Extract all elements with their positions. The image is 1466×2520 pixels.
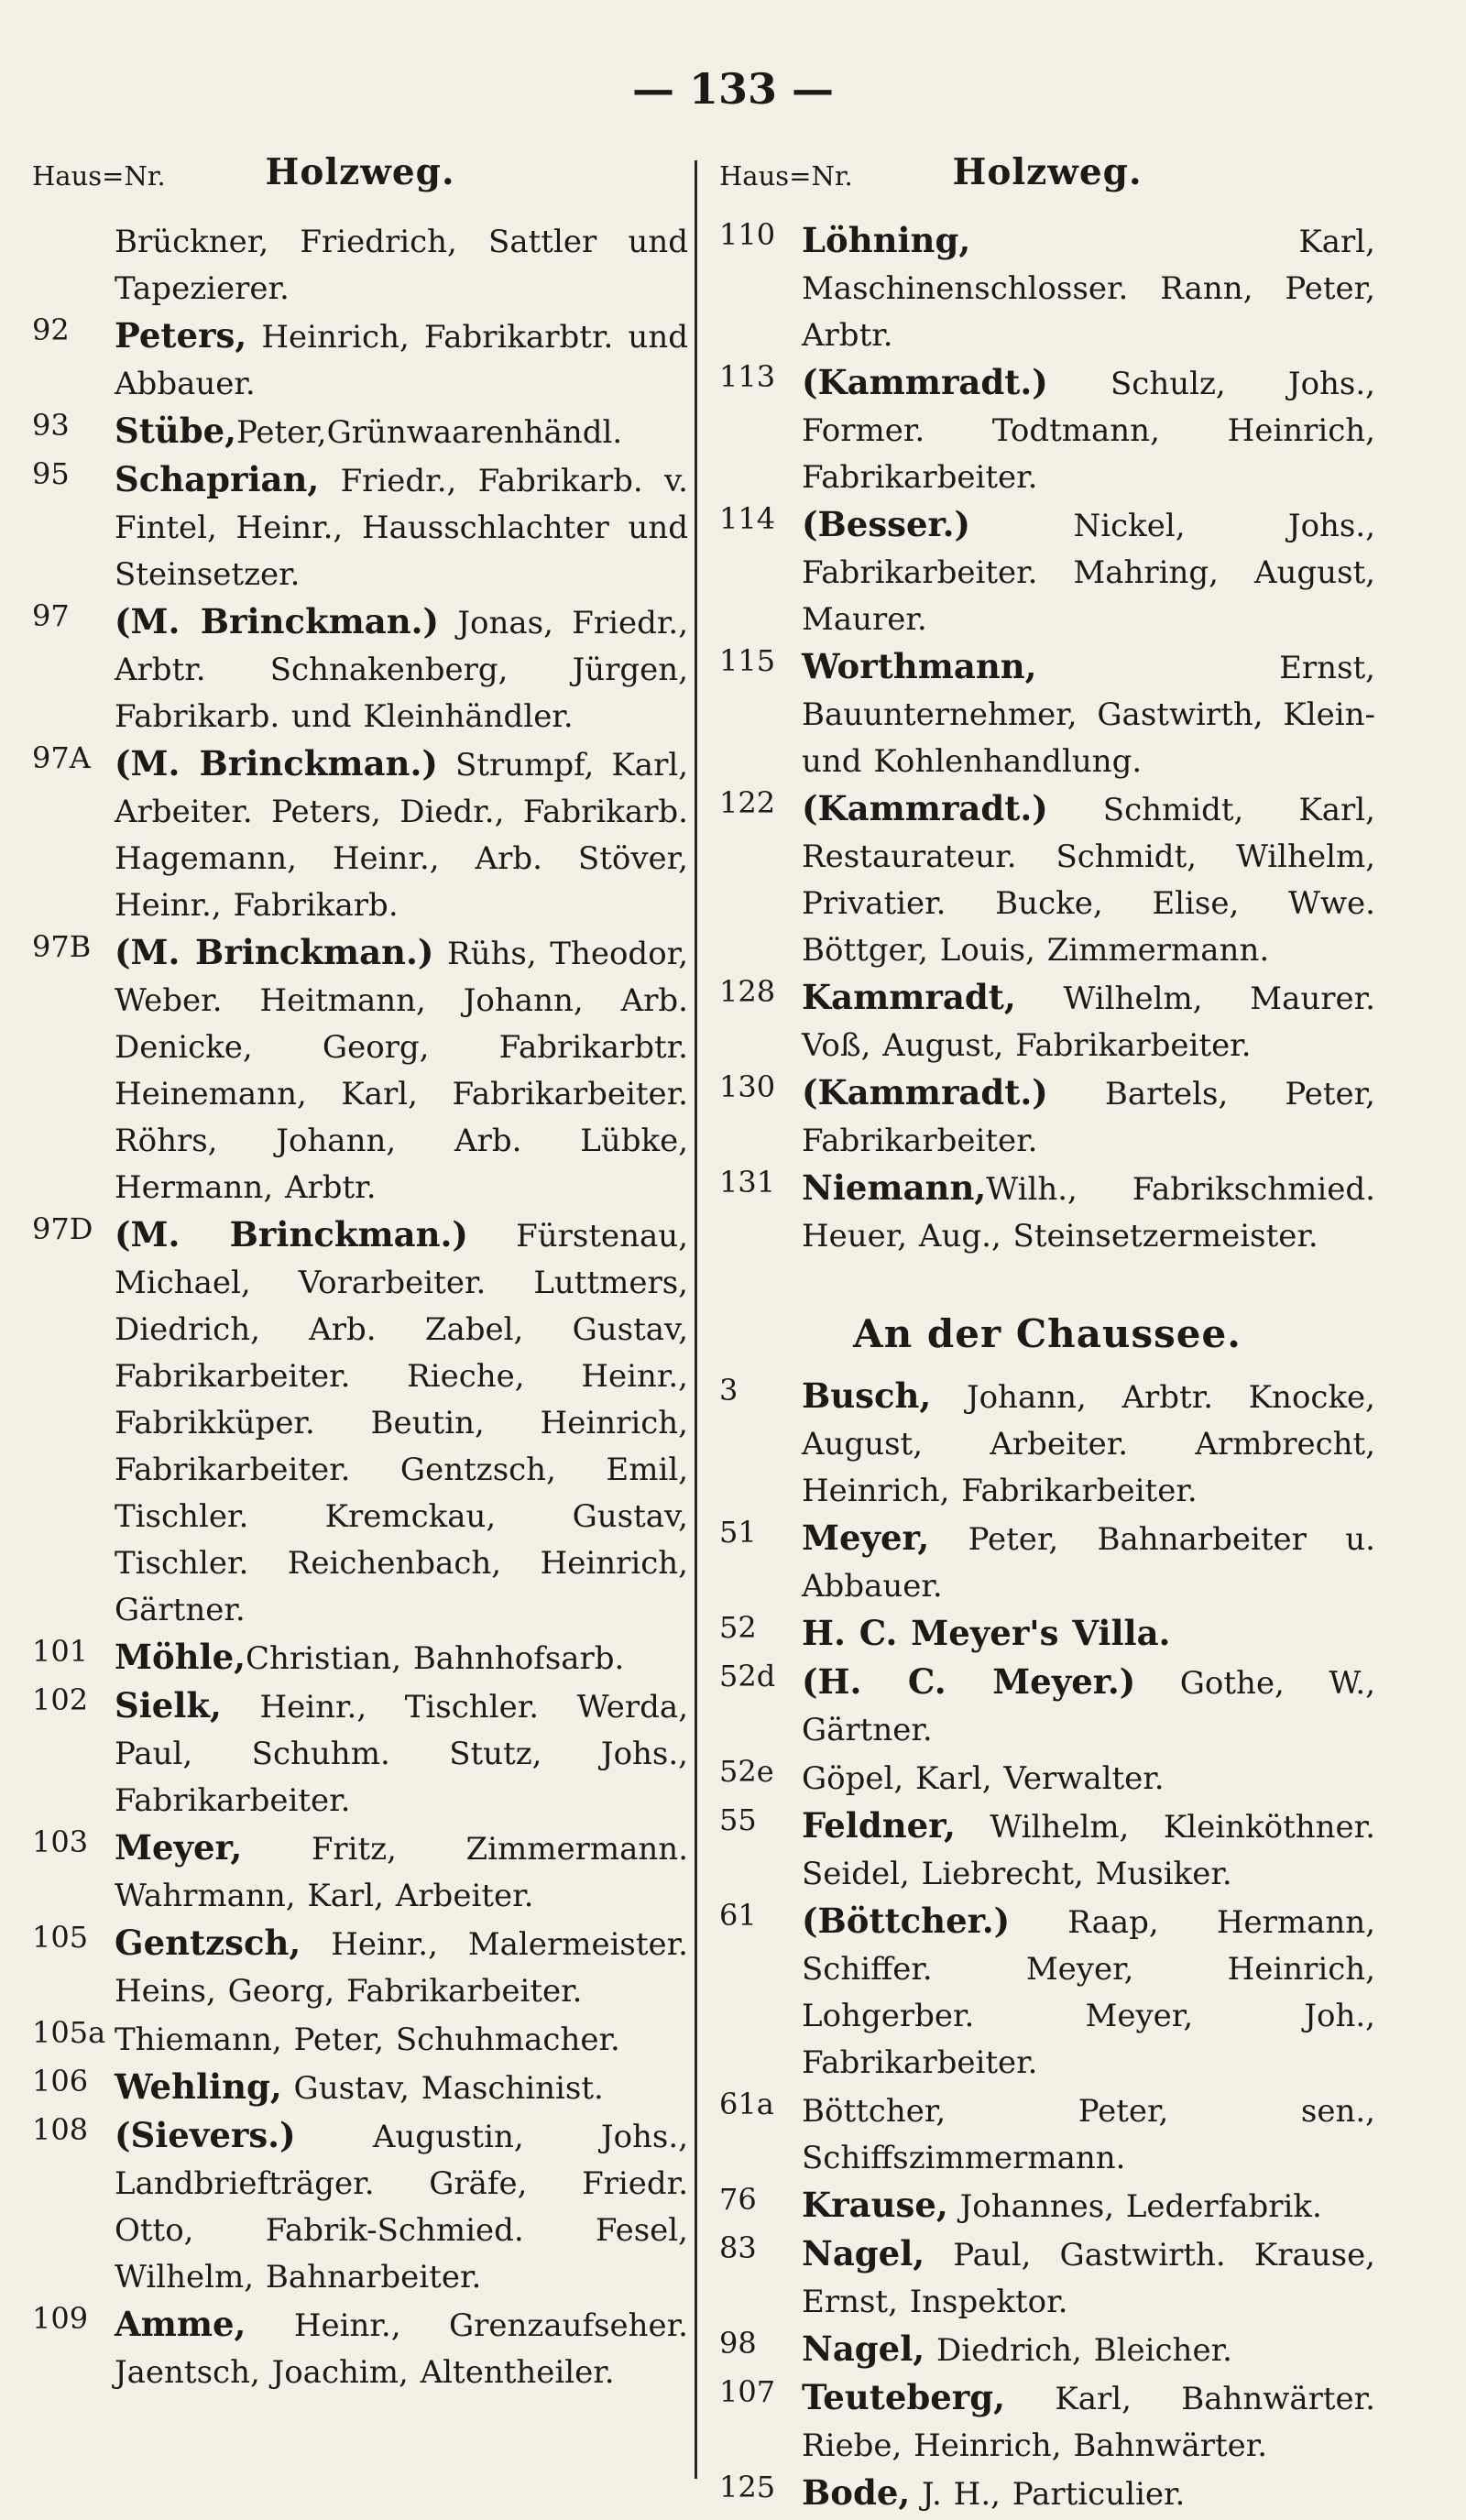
entry-text <box>802 785 1375 974</box>
section-title: An der Chaussee. <box>853 1311 1242 1356</box>
entry-text <box>802 501 1375 643</box>
entry-text <box>802 1069 1375 1165</box>
house-number: 128 <box>719 974 776 1009</box>
entry-text <box>802 2087 1375 2182</box>
residents: Strumpf, Karl, Arbeiter. Peters, Diedr., Fabrikarb. Hagemann, Heinr., Arb. Stöver, Heinr., Fabrikarb. <box>115 747 689 924</box>
directory-entry <box>719 1802 1375 1898</box>
owner-name: Sielk, <box>115 1685 222 1726</box>
owner-name: Worthmann, <box>802 646 1037 686</box>
entry-text <box>115 1211 688 1634</box>
residents: Schmidt, Karl, Restaurateur. Schmidt, Wilhelm, Privatier. Bucke, Elise, Wwe. Böttger, Louis, Zimmermann. <box>802 792 1375 969</box>
hausnr-label: Haus=Nr. <box>719 160 853 192</box>
house-number: 108 <box>32 2112 89 2147</box>
directory-entry <box>32 740 688 929</box>
owner-name: Möhle, <box>115 1637 246 1677</box>
residents: Karl, Maschinenschlosser. Rann, Peter, Arbtr. <box>802 224 1375 354</box>
owner-name: (M. Brinckman.) <box>115 1214 468 1255</box>
owner-name: Wehling, <box>115 2066 282 2107</box>
entry-text <box>115 312 688 408</box>
residents: Peter,Grünwaarenhändl. <box>236 414 623 451</box>
directory-entry <box>32 2112 688 2301</box>
entry-text <box>802 1165 1375 1260</box>
owner-name: Peters, <box>115 315 247 356</box>
residents: Paul, Gastwirth. Krause, Ernst, Inspektor. <box>802 2237 1375 2320</box>
owner-name: Teuteberg, <box>802 2377 1006 2417</box>
directory-entry <box>719 974 1375 1069</box>
street-title: Holzweg. <box>952 151 1143 193</box>
directory-entry <box>32 217 688 312</box>
residents: Heinr., Grenzaufseher. Jaentsch, Joachim, Altentheiler. <box>115 2307 688 2391</box>
owner-name: (M. Brinckman.) <box>115 601 440 641</box>
entry-text <box>802 359 1375 501</box>
house-number: 103 <box>32 1824 89 1859</box>
entry-text <box>115 408 688 456</box>
directory-entry <box>719 2326 1375 2374</box>
entry-text <box>802 2470 1375 2518</box>
owner-name: Kammradt, <box>802 977 1016 1017</box>
entry-text <box>802 217 1375 359</box>
owner-name: Meyer, <box>115 1827 243 1868</box>
left-entries <box>32 217 688 2396</box>
house-number: 102 <box>32 1682 89 1717</box>
entry-text <box>802 2374 1375 2470</box>
directory-entry <box>719 2374 1375 2470</box>
right-entries <box>719 217 1375 1260</box>
residents: Fürstenau, Michael, Vorarbeiter. Luttmers, Diedrich, Arb. Zabel, Gustav, Fabrikarbeiter. Rieche, Heinr., Fabrikküper. Beutin, Heinrich, Fabrikarbeiter. Gentzsch, Emil, Tischler. Kremckau, Gustav, Tischler. Reichenbach, Heinrich, Gärtner. <box>115 1218 688 1628</box>
residents: Gothe, W., Gärtner. <box>802 1665 1376 1748</box>
house-number: 61a <box>719 2087 774 2121</box>
residents: Johann, Arbtr. Knocke, August, Arbeiter. Armbrecht, Heinrich, Fabrikarbeiter. <box>802 1379 1375 1509</box>
entry-text <box>115 740 688 929</box>
entry-text <box>802 1515 1375 1610</box>
residents: Heinr., Malermeister. Heins, Georg, Fabrikarbeiter. <box>115 1926 688 2010</box>
directory-entry <box>719 2230 1375 2326</box>
directory-entry <box>32 312 688 408</box>
owner-name: Krause, <box>802 2185 948 2225</box>
owner-name: Nagel, <box>802 2328 925 2369</box>
owner-name: Niemann, <box>802 1167 987 1208</box>
directory-entry <box>719 1898 1375 2087</box>
directory-entry <box>719 1165 1375 1260</box>
house-number: 131 <box>719 1165 776 1200</box>
directory-entry <box>719 785 1375 974</box>
entry-text <box>115 456 688 598</box>
directory-entry <box>32 1634 688 1682</box>
owner-name: H. C. Meyer's Villa. <box>802 1613 1171 1653</box>
house-number: 110 <box>719 217 776 252</box>
house-number: 92 <box>32 312 70 347</box>
residents: Wilh., Fabrikschmied. Heuer, Aug., Steinsetzermeister. <box>802 1171 1375 1255</box>
house-number: 105a <box>32 2015 106 2050</box>
directory-entry <box>719 359 1375 501</box>
residents: Wilhelm, Maurer. Voß, August, Fabrikarbeiter. <box>802 981 1375 1064</box>
residents: Gustav, Maschinist. <box>281 2070 604 2107</box>
owner-name: (Kammradt.) <box>802 362 1048 402</box>
residents: Göpel, Karl, Verwalter. <box>802 1760 1165 1797</box>
house-number: 107 <box>719 2374 776 2409</box>
residents: Nickel, Johs., Fabrikarbeiter. Mahring, August, Maurer. <box>802 508 1375 638</box>
house-number: 83 <box>719 2230 757 2265</box>
owner-name: Stübe, <box>115 411 237 451</box>
owner-name: Nagel, <box>802 2233 925 2273</box>
left-column-header <box>32 151 688 217</box>
entry-text <box>115 2112 688 2301</box>
residents: Wilhelm, Kleinköthner. Seidel, Liebrecht, Musiker. <box>802 1809 1375 1892</box>
entry-text <box>115 2301 688 2396</box>
entry-text <box>115 2015 688 2064</box>
directory-entry <box>719 217 1375 359</box>
owner-name: Schaprian, <box>115 459 320 499</box>
entry-text <box>802 2230 1375 2326</box>
directory-entry <box>32 408 688 456</box>
street-title: Holzweg. <box>265 151 455 193</box>
residents: Diedrich, Bleicher. <box>924 2332 1232 2369</box>
owner-name: Löhning, <box>802 220 971 260</box>
directory-entry <box>32 929 688 1211</box>
owner-name: Feldner, <box>802 1805 956 1846</box>
house-number: 52e <box>719 1754 774 1789</box>
house-number: 97 <box>32 598 70 633</box>
directory-entry <box>32 598 688 740</box>
entry-text <box>115 929 688 1211</box>
house-number: 113 <box>719 359 776 394</box>
owner-name: (Besser.) <box>802 504 971 544</box>
column-divider <box>695 160 697 2479</box>
residents: Christian, Bahnhofsarb. <box>246 1640 625 1677</box>
house-number: 93 <box>32 408 70 443</box>
house-number: 109 <box>32 2301 89 2336</box>
house-number: 76 <box>719 2182 757 2217</box>
entry-text <box>802 974 1375 1069</box>
entry-text <box>802 1754 1375 1802</box>
house-number: 52 <box>719 1610 757 1645</box>
residents: Rühs, Theodor, Weber. Heitmann, Johann, Arb. Denicke, Georg, Fabrikarbtr. Heinemann, Karl, Fabrikarbeiter. Röhrs, Johann, Arb. Lübke, Hermann, Arbtr. <box>115 936 688 1206</box>
entry-text <box>115 1682 688 1824</box>
owner-name: Bode, <box>802 2472 911 2513</box>
directory-entry <box>719 2087 1375 2182</box>
house-number: 105 <box>32 1920 89 1955</box>
entry-text <box>802 1373 1375 1515</box>
entry-text <box>115 1824 688 1920</box>
house-number: 51 <box>719 1515 757 1550</box>
directory-entry <box>719 2470 1375 2518</box>
owner-name: Amme, <box>115 2304 246 2344</box>
directory-entry <box>32 1682 688 1824</box>
house-number: 52d <box>719 1659 776 1693</box>
entry-text <box>802 2182 1375 2230</box>
residents: Ernst, Bauunternehmer, Gastwirth, Klein- und Kohlenhandlung. <box>802 650 1375 780</box>
owner-name: Busch, <box>802 1375 932 1416</box>
house-number: 114 <box>719 501 776 536</box>
house-number: 106 <box>32 2064 89 2098</box>
directory-entry <box>32 2301 688 2396</box>
residents: Raap, Hermann, Schiffer. Meyer, Heinrich, Lohgerber. Meyer, Joh., Fabrikarbeiter. <box>802 1904 1375 2081</box>
directory-entry <box>32 2015 688 2064</box>
directory-entry <box>32 1824 688 1920</box>
left-column <box>32 151 688 2396</box>
residents: Jonas, Friedr., Arbtr. Schnakenberg, Jürgen, Fabrikarb. und Kleinhändler. <box>115 605 688 735</box>
directory-entry <box>719 1610 1375 1659</box>
house-number: 122 <box>719 785 776 820</box>
residents: Fritz, Zimmermann. Wahrmann, Karl, Arbeiter. <box>115 1831 688 1914</box>
residents: Heinrich, Fabrikarbtr. und Abbauer. <box>115 319 688 402</box>
residents: Bartels, Peter, Fabrikarbeiter. <box>802 1076 1375 1159</box>
directory-entry <box>32 2064 688 2112</box>
directory-entry <box>719 1754 1375 1802</box>
residents: Heinr., Tischler. Werda, Paul, Schuhm. Stutz, Johs., Fabrikarbeiter. <box>115 1689 688 1819</box>
house-number: 97B <box>32 929 92 964</box>
house-number: 130 <box>719 1069 776 1104</box>
directory-entry <box>719 501 1375 643</box>
entry-text <box>115 1920 688 2015</box>
entry-text <box>802 1898 1375 2087</box>
house-number: 101 <box>32 1634 89 1669</box>
owner-name: (Kammradt.) <box>802 1072 1048 1112</box>
owner-name: (M. Brinckman.) <box>115 743 438 783</box>
house-number: 97A <box>32 740 91 775</box>
entry-text <box>115 598 688 740</box>
house-number: 115 <box>719 643 776 678</box>
entry-text <box>115 217 688 312</box>
section-entries <box>719 1373 1375 2518</box>
residents: Peter, Bahnarbeiter u. Abbauer. <box>802 1521 1375 1605</box>
entry-text <box>802 1659 1375 1754</box>
residents: Böttcher, Peter, sen., Schiffszimmermann. <box>802 2093 1375 2176</box>
directory-entry <box>32 1211 688 1634</box>
residents: Karl, Bahnwärter. Riebe, Heinrich, Bahnwärter. <box>802 2381 1375 2464</box>
right-column <box>719 151 1375 2518</box>
owner-name: (Kammradt.) <box>802 788 1048 828</box>
residents: Johannes, Lederfabrik. <box>947 2188 1322 2225</box>
house-number: 95 <box>32 456 70 491</box>
owner-name: (M. Brinckman.) <box>115 932 434 972</box>
owner-name: Meyer, <box>802 1517 930 1558</box>
house-number: 98 <box>719 2326 757 2361</box>
owner-name: (Sievers.) <box>115 2115 296 2155</box>
entry-text <box>115 2064 688 2112</box>
house-number: 55 <box>719 1802 757 1837</box>
entry-text <box>802 1802 1375 1898</box>
right-column-header <box>719 151 1375 217</box>
residents: J. H., Particulier. <box>910 2476 1186 2513</box>
house-number: 125 <box>719 2470 776 2504</box>
owner-name: (H. C. Meyer.) <box>802 1661 1136 1702</box>
directory-entry <box>719 1373 1375 1515</box>
residents: Brückner, Friedrich, Sattler und Tapezierer. <box>115 224 688 307</box>
directory-entry <box>32 456 688 598</box>
directory-entry <box>32 1920 688 2015</box>
directory-entry <box>719 2182 1375 2230</box>
directory-entry <box>719 1515 1375 1610</box>
owner-name: (Böttcher.) <box>802 1901 1011 1941</box>
entry-text <box>802 643 1375 785</box>
house-number: 61 <box>719 1898 757 1933</box>
residents: Schulz, Johs., Former. Todtmann, Heinrich, Fabrikarbeiter. <box>802 366 1375 496</box>
residents: Thiemann, Peter, Schuhmacher. <box>115 2021 620 2058</box>
directory-entry <box>719 1069 1375 1165</box>
page-number: — 133 — <box>631 64 835 114</box>
residents: Augustin, Johs., Landbriefträger. Gräfe, Friedr. Otto, Fabrik-Schmied. Fesel, Wilhelm, Bahnarbeiter. <box>115 2119 688 2295</box>
entry-text <box>802 2326 1375 2374</box>
house-number: 3 <box>719 1373 738 1408</box>
directory-entry <box>719 1659 1375 1754</box>
hausnr-label: Haus=Nr. <box>32 160 166 192</box>
entry-text <box>115 1634 688 1682</box>
entry-text <box>802 1610 1375 1659</box>
house-number: 97D <box>32 1211 93 1246</box>
residents: Friedr., Fabrikarb. v. Fintel, Heinr., Hausschlachter und Steinsetzer. <box>115 463 688 593</box>
owner-name: Gentzsch, <box>115 1923 301 1963</box>
directory-entry <box>719 643 1375 785</box>
